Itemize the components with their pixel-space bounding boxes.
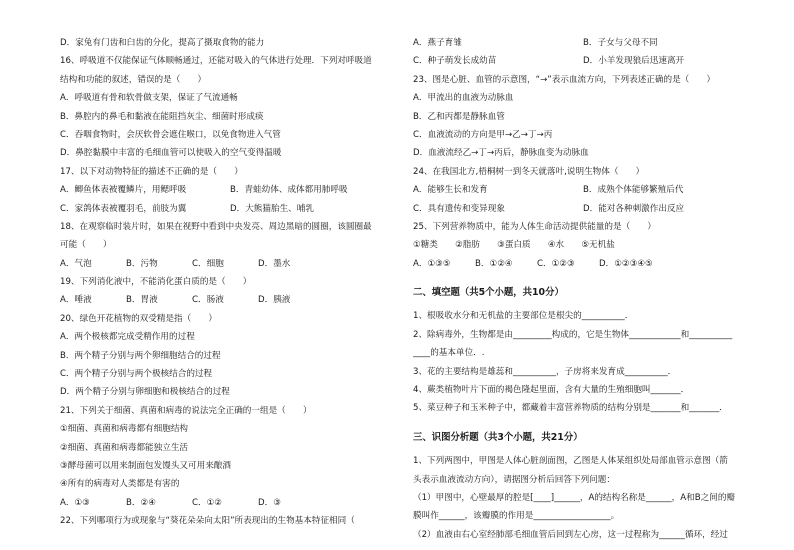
q17-option-b: B．青蛙幼体、成体都用肺呼吸 — [230, 185, 348, 196]
q18-options — [60, 255, 405, 273]
q19-option-a: A．唾液 — [60, 295, 92, 306]
analysis-q1-sub1-line2: 膜叫作______，该瓣膜的作用是__________________。 — [413, 511, 620, 522]
q25-stem: 25、下列营养物质中，能为人体生命活动提供能量的是（ ） — [413, 221, 656, 232]
q23-option-d: D．血液流经乙→丁→丙后，静脉血变为动脉血 — [413, 148, 589, 159]
q15-option-d: D．家兔有门齿和臼齿的分化，提高了摄取食物的能力 — [60, 38, 265, 48]
q17-options-row1 — [60, 181, 405, 199]
section3-title: 三、识图分析题（共3个小题，共21分） — [413, 431, 583, 443]
fill-q4: 4、蕨类植物叶片下面的褐色隆起里面，含有大量的生殖细胞叫_______． — [413, 385, 690, 396]
q21-option-a: A．①③ — [60, 497, 90, 508]
right-column — [413, 34, 758, 544]
q16-option-d: D．鼻腔黏膜中丰富的毛细血管可以使吸入的空气变得温暖 — [60, 148, 282, 159]
q16-stem-line1: 16、呼吸道不仅能保证气体顺畅通过，还能对吸入的气体进行处理．下列对呼吸道 — [60, 56, 372, 67]
q21-option-d: D．③ — [258, 497, 281, 508]
left-column — [60, 34, 405, 531]
q18-option-d: D．墨水 — [258, 258, 291, 269]
fill-q2-line1: 2、除病毒外，生物都是由_________构成的，它是生物体____________和__________ — [413, 329, 733, 340]
q21-statement-4: ④所有的病毒对人类都是有害的 — [60, 479, 180, 490]
q18-option-c: C．细胞 — [192, 258, 224, 269]
q25-items: ①糖类 ②脂肪 ③蛋白质 ④水 ⑤无机盐 — [413, 240, 615, 251]
fill-q5: 5、菜豆种子和玉米种子中，都藏着丰富营养物质的结构分别是_______和_______． — [413, 403, 728, 414]
q19-option-b: B．胃液 — [126, 295, 158, 306]
q18-option-b: B．污物 — [126, 258, 158, 269]
q17-option-a: A．鲫鱼体表被覆鳞片，用鳃呼吸 — [60, 185, 187, 196]
q21-statement-3: ③酵母菌可以用来制面包发馒头又可用来酿酒 — [60, 460, 231, 471]
q20-option-d: D．两个精子分别与卵细胞和极核结合的过程 — [60, 387, 230, 398]
q22-options-row2 — [413, 52, 758, 70]
q20-option-c: C．两个精子分别与两个极核结合的过程 — [60, 369, 213, 380]
fill-q1: 1、根吸收水分和无机盐的主要部位是根尖的__________． — [413, 311, 634, 322]
q24-option-b: B．成熟个体能够繁殖后代 — [583, 185, 684, 196]
fill-q2-line2: ____的基本单位．. — [413, 348, 485, 359]
analysis-q1-line1: 1、下列两图中，甲图是人体心脏剖面图，乙图是人体某组织处局部血管示意图（箭 — [413, 456, 728, 467]
q21-option-c: C．①② — [192, 497, 223, 508]
section-gap — [413, 418, 758, 429]
q24-option-a: A．能够生长和发育 — [413, 185, 488, 196]
section2-title: 二、填空题（共5个小题，共10分） — [413, 287, 564, 299]
q24-options-row2 — [413, 200, 758, 218]
q20-option-b: B．两个精子分别与两个卵细胞结合的过程 — [60, 350, 221, 361]
q21-statement-2: ②细菌、真菌和病毒都能独立生活 — [60, 442, 189, 453]
q20-stem: 20、绿色开花植物的双受精是指（ ） — [60, 313, 218, 324]
q21-option-b: B．②④ — [126, 497, 156, 508]
analysis-q1-sub1-line1: （1）甲图中，心壁最厚的腔是[____]______，A的结构名称是______，A和B之间的瓣 — [413, 492, 736, 503]
q24-stem: 24、在我国北方,梧桐树一到冬天就落叶,说明生物体（ ） — [413, 166, 645, 177]
q22-option-b: B．子女与父母不同 — [583, 38, 658, 48]
q22-option-a: A．燕子育雏 — [413, 38, 462, 48]
q16-option-b: B．鼻腔内的鼻毛和黏液在能阻挡灰尘、细菌时形成痰 — [60, 111, 264, 122]
q17-options-row2 — [60, 200, 405, 218]
q22-stem-line1: 22、下列哪项行为或现象与“葵花朵朵向太阳”所表现出的生物基本特征相同（ — [60, 516, 355, 527]
q16-option-a: A．呼吸道有骨和软骨做支架，保证了气流通畅 — [60, 93, 238, 104]
analysis-q1-line2: 头表示血液流动方向），请据图分析后回答下列问题： — [413, 474, 615, 485]
q25-options — [413, 255, 758, 273]
q19-option-c: C．肠液 — [192, 295, 224, 306]
q22-option-d: D．小羊发现狼后迅速离开 — [583, 56, 685, 67]
q17-option-c: C．家鸽体表被覆羽毛，前肢为翼 — [60, 203, 187, 214]
q22-options-row1 — [413, 34, 758, 52]
q19-option-d: D．胰液 — [258, 295, 291, 306]
q25-option-a: A．①③⑤ — [413, 258, 451, 269]
q25-option-c: C．①②③ — [537, 258, 575, 269]
q16-option-c: C．吞咽食物时，会厌软骨会遮住喉口，以免食物进入气管 — [60, 129, 281, 140]
q17-option-d: D．大熊猫胎生、哺乳 — [230, 203, 314, 214]
q23-option-a: A．甲流出的血液为动脉血 — [413, 93, 514, 104]
q19-options — [60, 291, 405, 309]
q23-option-b: B．乙和丙都是静脉血管 — [413, 111, 505, 122]
fill-q3: 3、花的主要结构是雄蕊和__________，子房将来发育成__________． — [413, 366, 677, 377]
q19-stem: 19、下列消化液中，不能消化蛋白质的是（ ） — [60, 277, 252, 288]
q23-stem: 23、图是心脏、血管的示意图，“→”表示血流方向，下列表述正确的是（ ） — [413, 74, 716, 85]
q21-statement-1: ①细菌、真菌和病毒都有细胞结构 — [60, 424, 189, 435]
q22-option-c: C．种子萌发长成幼苗 — [413, 56, 497, 67]
q16-stem-line2: 结构和功能的叙述，错误的是（ ） — [60, 74, 207, 85]
q23-option-c: C．血液流动的方向是甲→乙→丁→丙 — [413, 129, 553, 140]
q20-option-a: A．两个极核都完成受精作用的过程 — [60, 332, 195, 343]
q18-option-a: A．气泡 — [60, 258, 92, 269]
q24-option-d: D．能对各种刺激作出反应 — [583, 203, 685, 214]
q24-option-c: C．具有遗传和变异现象 — [413, 203, 505, 214]
q21-options — [60, 494, 405, 512]
q25-option-d: D．①②③④⑤ — [599, 258, 653, 269]
q21-stem: 21、下列关于细菌、真菌和病毒的说法完全正确的一组是（ ） — [60, 405, 312, 416]
analysis-q1-sub2-line1: （2）血液由右心室经肺部毛细血管后回到左心房，这一过程称为______循环，经过 — [413, 529, 728, 540]
q18-stem-line2: 可能（ ） — [60, 240, 112, 251]
q24-options-row1 — [413, 181, 758, 199]
q18-stem-line1: 18、在观察临时装片时，如果在视野中看到中央发亮、周边黑暗的圆圈，该圆圈最 — [60, 221, 372, 232]
q17-stem: 17、以下对动物特征的描述不正确的是（ ） — [60, 166, 243, 177]
section-gap — [413, 273, 758, 284]
q25-option-b: B．①②④ — [475, 258, 513, 269]
